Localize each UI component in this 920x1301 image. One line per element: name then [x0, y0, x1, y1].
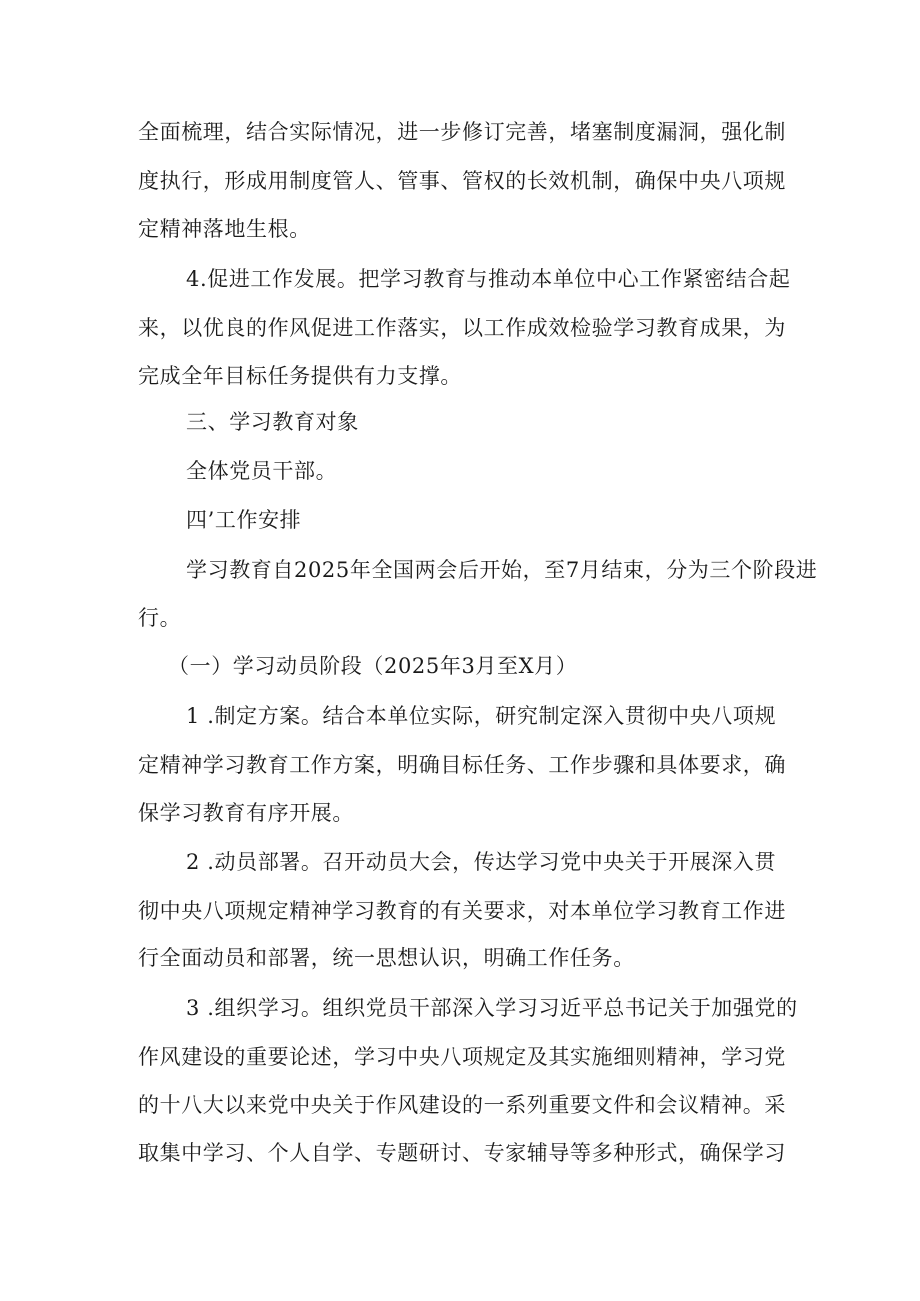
text-line: 行。: [138, 606, 182, 630]
text-line: 取集中学习、个人自学、专题研讨、专家辅导等多种形式，确保学习: [138, 1141, 786, 1165]
text-line: 的十八大以来党中央关于作风建设的一系列重要文件和会议精神。采: [138, 1093, 786, 1117]
text-line: 作风建设的重要论述，学习中央八项规定及其实施细则精神，学习党: [138, 1045, 786, 1069]
section-heading: 四’工作安排: [186, 508, 302, 532]
text-line: 来，以优良的作风促进工作落实，以工作成效检验学习教育成果，为: [138, 316, 786, 340]
text-line: 1 .制定方案。结合本单位实际，研究制定深入贯彻中央八项规: [186, 704, 777, 728]
text-line: 全体党员干部。: [186, 459, 338, 483]
section-heading: 三、学习教育对象: [186, 410, 359, 434]
text-line: 定精神落地生根。: [138, 217, 311, 241]
text-line: 2 .动员部署。召开动员大会，传达学习党中央关于开展深入贯: [186, 850, 777, 874]
text-line: 彻中央八项规定精神学习教育的有关要求，对本单位学习教育工作进: [138, 899, 786, 923]
text-line: 学习教育自2025年全国两会后开始，至7月结束，分为三个阶段进: [186, 558, 818, 582]
text-line: 3 .组织学习。组织党员干部深入学习习近平总书记关于加强党的: [186, 996, 798, 1020]
text-line: 完成全年目标任务提供有力支撑。: [138, 364, 462, 388]
text-line: 行全面动员和部署，统一思想认识，明确工作任务。: [138, 946, 635, 970]
text-line: 4.促进工作发展。把学习教育与推动本单位中心工作紧密结合起: [186, 267, 791, 291]
text-line: 度执行，形成用制度管人、管事、管权的长效机制，确保中央八项规: [138, 169, 786, 193]
subsection-heading: （一）学习动员阶段（2025年3月至X月）: [168, 654, 578, 678]
text-line: 定精神学习教育工作方案，明确目标任务、工作步骤和具体要求，确: [138, 753, 786, 777]
text-line: 全面梳理，结合实际情况，进一步修订完善，堵塞制度漏洞，强化制: [138, 120, 786, 144]
text-line: 保学习教育有序开展。: [138, 801, 354, 825]
